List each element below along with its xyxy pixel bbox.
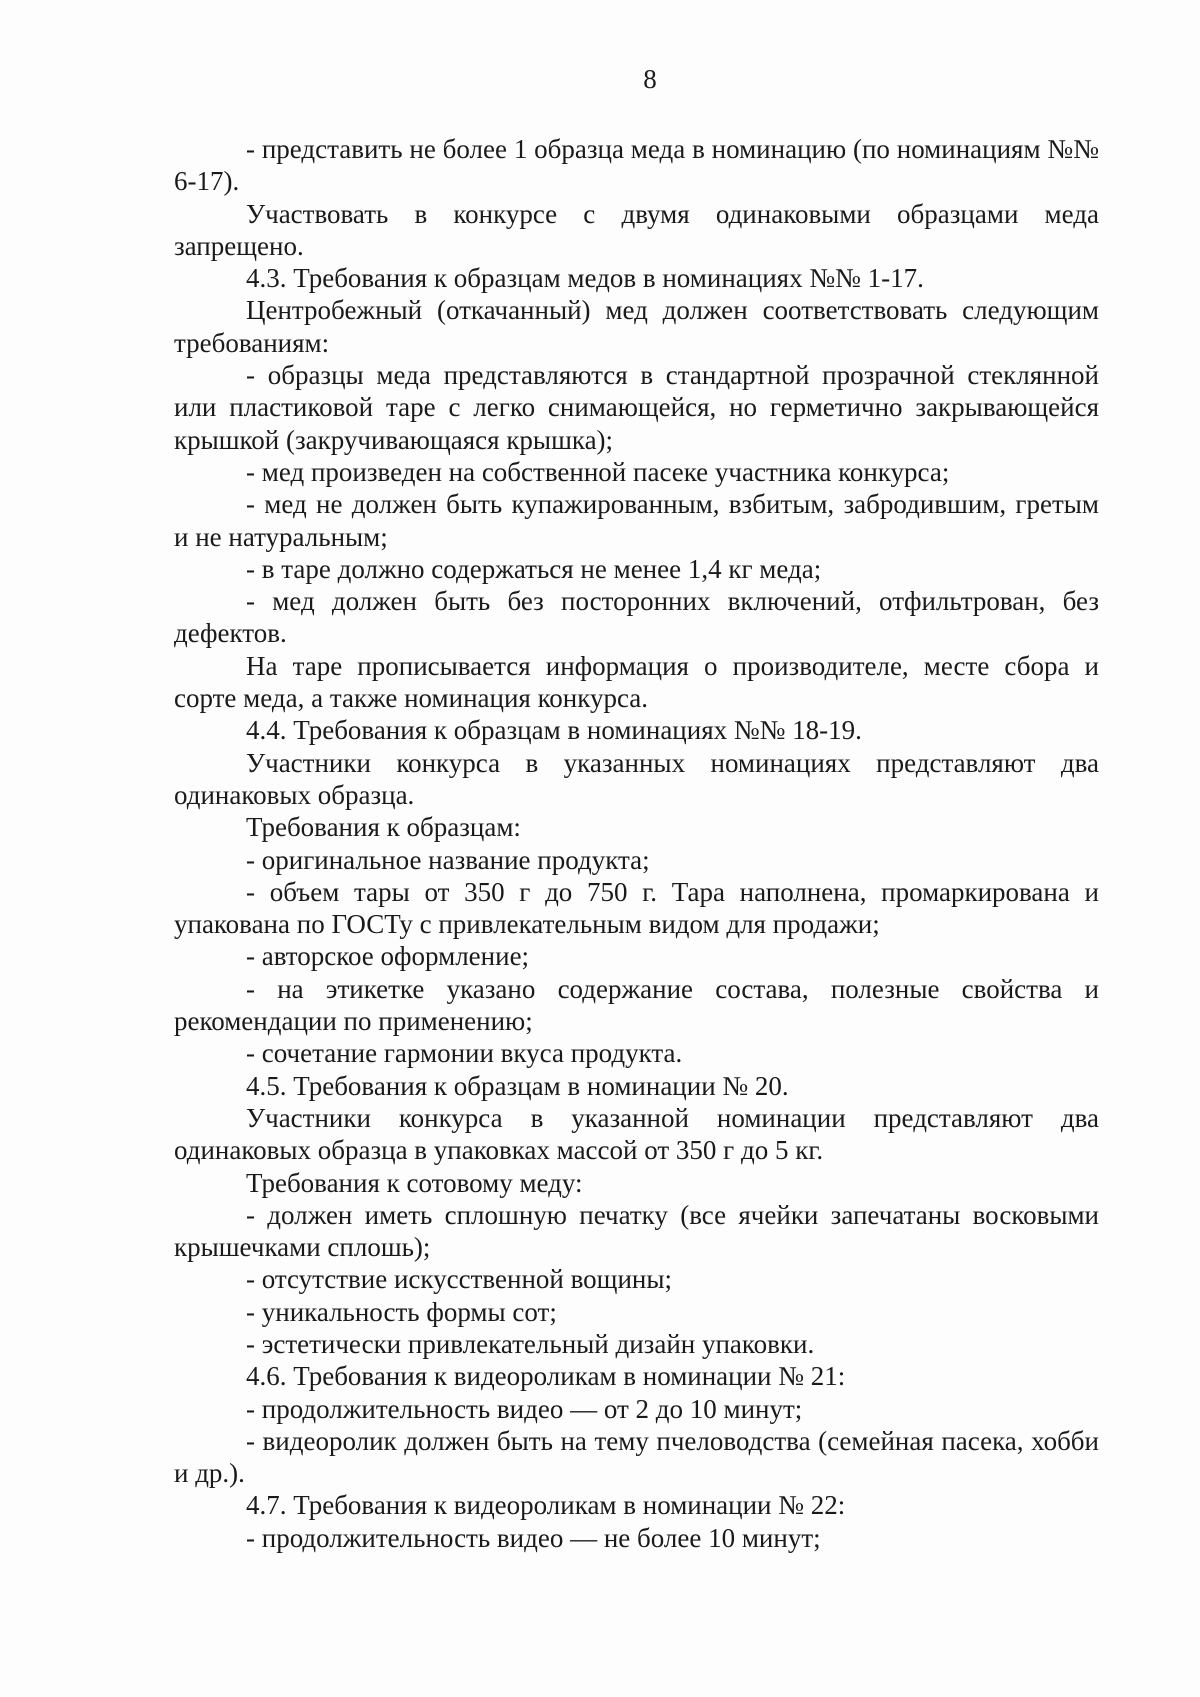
paragraph-4: Центробежный (откачанный) мед должен соответствовать следующим требованиям: bbox=[174, 295, 1099, 358]
list-item: - сочетание гармонии вкуса продукта. bbox=[246, 1038, 683, 1069]
list-item: - на этикетке указано содержание состава, полезные свойства и рекомендации по применению; bbox=[174, 973, 1099, 1037]
list-item: - отсутствие искусственной вощины; bbox=[246, 1264, 672, 1295]
list-item: - продолжительность видео — от 2 до 10 минут; bbox=[246, 1393, 803, 1424]
list-item: - в таре должно содержаться не менее 1,4 кг меда; bbox=[246, 553, 822, 584]
list-item: - мед не должен быть купажированным, взбитым, забродившим, гретым и не натуральным; bbox=[174, 489, 1099, 552]
list-item: - мед произведен на собственной пасеке участника конкурса; bbox=[246, 456, 950, 487]
section-heading-4-4: 4.4. Требования к образцам в номинациях №№ 18-19. bbox=[246, 715, 862, 746]
section-heading-4-7: 4.7. Требования к видеороликам в номинации № 22: bbox=[246, 1490, 846, 1521]
list-item: - продолжительность видео — не более 10 минут; bbox=[246, 1522, 821, 1553]
section-heading-4-5: 4.5. Требования к образцам в номинации № 20. bbox=[246, 1070, 789, 1101]
list-item: - оригинальное название продукта; bbox=[246, 844, 650, 875]
paragraph-10: На таре прописывается информация о производителе, месте сбора и сорте меда, а также номинация конкурса. bbox=[174, 650, 1099, 714]
list-item: - объем тары от 350 г до 750 г. Тара наполнена, промаркирована и упакована по ГОСТу с привлекательным видом для продажи; bbox=[174, 876, 1099, 940]
paragraph-1: - представить не более 1 образца меда в номинацию (по номинациям №№ 6-17). bbox=[174, 134, 1099, 197]
section-heading-4-3: 4.3. Требования к образцам медов в номинациях №№ 1-17. bbox=[246, 263, 924, 294]
paragraph-21: Требования к сотовому меду: bbox=[246, 1167, 583, 1198]
section-heading-4-6: 4.6. Требования к видеороликам в номинации № 21: bbox=[246, 1361, 846, 1392]
paragraph-2: Участвовать в конкурсе с двумя одинаковыми образцами меда запрещено. bbox=[174, 198, 1099, 261]
page-number: 8 bbox=[643, 64, 657, 94]
paragraph-13: Требования к образцам: bbox=[246, 812, 521, 843]
paragraph-12: Участники конкурса в указанных номинациях представляют два одинаковых образца. bbox=[174, 747, 1099, 810]
list-item: - должен иметь сплошную печатку (все ячейки запечатаны восковыми крышечками сплошь); bbox=[174, 1199, 1099, 1263]
paragraph-20: Участники конкурса в указанной номинации представляют два одинаковых образца в упаковках массой от 350 г до 5 кг. bbox=[174, 1102, 1099, 1166]
list-item: - мед должен быть без посторонних включений, отфильтрован, без дефектов. bbox=[174, 586, 1099, 649]
list-item: - эстетически привлекательный дизайн упаковки. bbox=[246, 1328, 815, 1359]
list-item: - авторское оформление; bbox=[246, 941, 530, 972]
list-item: - видеоролик должен быть на тему пчеловодства (семейная пасека, хобби и др.). bbox=[174, 1425, 1099, 1489]
list-item: - уникальность формы сот; bbox=[246, 1296, 557, 1327]
list-item: - образцы меда представляются в стандартной прозрачной стеклянной или пластиковой таре с легко снимающейся, но герметично закрывающейся крышкой (закручивающаяся крышка); bbox=[174, 360, 1099, 455]
document-body bbox=[174, 133, 1099, 1554]
